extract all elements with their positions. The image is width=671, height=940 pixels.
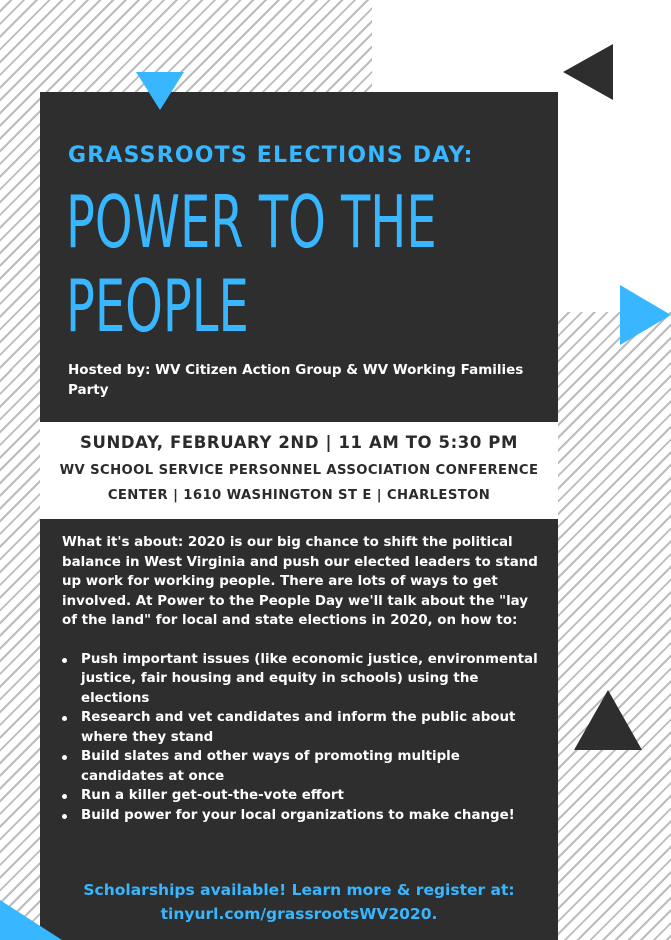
- list-item: [62, 650, 542, 709]
- stripes-right: [558, 312, 671, 940]
- event-subtitle: GRASSROOTS ELECTIONS DAY:: [68, 143, 474, 168]
- bullet-icon: [62, 814, 67, 819]
- registration-link[interactable]: tinyurl.com/grassrootsWV2020.: [160, 905, 438, 923]
- about-section: [62, 533, 542, 825]
- list-item: [62, 806, 542, 826]
- stripes-left-strip: [0, 370, 40, 930]
- headline-line2: PEOPLE: [66, 264, 249, 348]
- list-item-text: Push important issues (like economic justice, environmental justice, fair housing and equity in schools) using the elections: [81, 651, 538, 706]
- headline-line1: POWER TO THE: [66, 180, 437, 264]
- event-date-time: SUNDAY, FEBRUARY 2ND | 11 AM TO 5:30 PM: [79, 433, 519, 452]
- blue-triangle-right-icon: [620, 285, 671, 345]
- blue-triangle-top-icon: [136, 72, 184, 110]
- list-item: [62, 786, 542, 806]
- bullet-icon: [62, 716, 67, 721]
- black-triangle-top-right-icon: [563, 44, 613, 100]
- list-item-text: Run a killer get-out-the-vote effort: [81, 788, 344, 803]
- venue-line-2: CENTER | 1610 WASHINGTON ST E | CHARLESTON: [107, 488, 491, 503]
- list-item-text: Research and vet candidates and inform the public about where they stand: [81, 710, 516, 745]
- list-item-text: Build slates and other ways of promoting multiple candidates at once: [81, 749, 460, 784]
- agenda-list: [62, 650, 542, 826]
- bullet-icon: [62, 794, 67, 799]
- about-intro: What it's about: 2020 is our big chance to shift the political balance in West Virginia and push our elected leaders to stand up work for working people. There are lots of ways to get involved. At Power to the People Day we'll talk about the "lay of the land" for local and state elections in 2020, on how to:: [62, 535, 538, 628]
- bullet-icon: [62, 755, 67, 760]
- list-item: [62, 747, 542, 786]
- list-item-text: Build power for your local organizations to make change!: [81, 807, 515, 823]
- bullet-icon: [62, 658, 67, 663]
- list-item: [62, 708, 542, 747]
- black-triangle-bottom-right-icon: [574, 690, 642, 750]
- hosted-by-text: Hosted by: WV Citizen Action Group & WV Working Families Party: [68, 362, 524, 398]
- venue-line-1: WV SCHOOL SERVICE PERSONNEL ASSOCIATION CONFERENCE: [59, 463, 539, 478]
- scholarship-cta: [40, 878, 558, 926]
- cta-line-1: Scholarships available! Learn more & register at:: [83, 881, 515, 899]
